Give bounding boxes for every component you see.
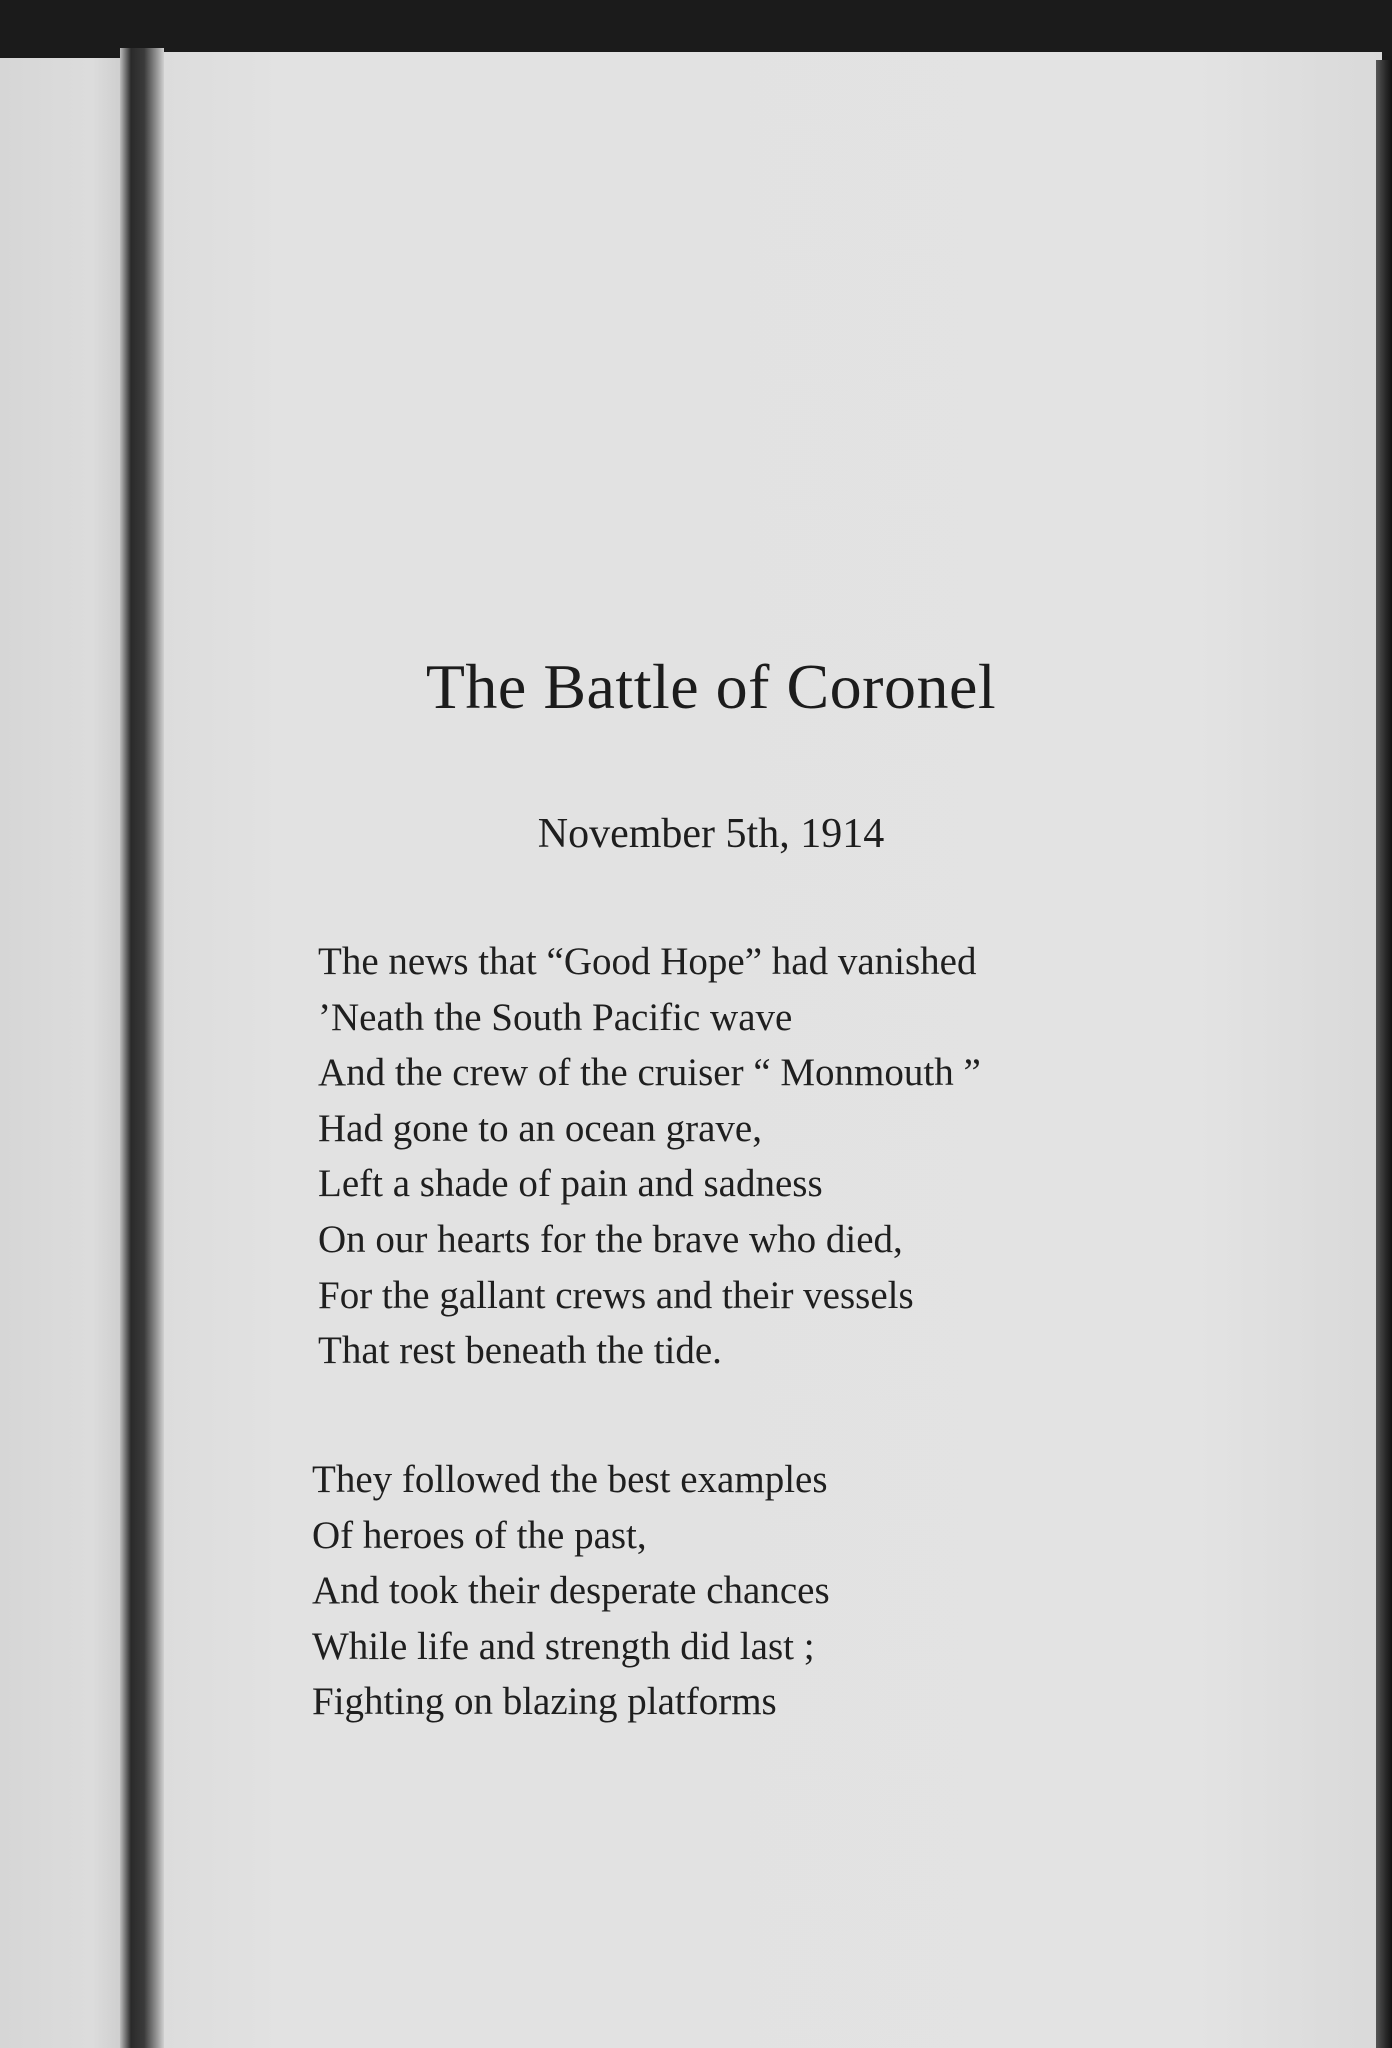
poem-line: ’Neath the South Pacific wave	[318, 995, 793, 1039]
poem-line: The news that “Good Hope” had vanished	[318, 940, 977, 983]
page-right-edge	[1376, 60, 1392, 2048]
poem-line: While life and strength did last ;	[312, 1624, 815, 1668]
poem-date: November 5th, 1914	[537, 811, 885, 857]
poem-line: Had gone to an ocean grave,	[318, 1106, 762, 1150]
poem-line: And took their desperate chances	[312, 1569, 830, 1613]
poem-line: Of heroes of the past,	[312, 1513, 647, 1557]
poem-line: They followed the best examples	[312, 1458, 828, 1501]
book-gutter	[120, 48, 164, 2048]
poem-line: Fighting on blazing platforms	[312, 1680, 777, 1724]
poem-line: For the gallant crews and their vessels	[318, 1273, 914, 1317]
poem-title: The Battle of Coronel	[425, 651, 997, 722]
poem-line: That rest beneath the tide.	[318, 1329, 722, 1373]
poem-line: Left a shade of pain and sadness	[318, 1162, 823, 1206]
poem-line: And the crew of the cruiser “ Monmouth ”	[318, 1051, 981, 1095]
poem-line: On our hearts for the brave who died,	[318, 1217, 903, 1261]
stanza-1	[318, 934, 981, 1379]
stanza-2	[312, 1452, 830, 1730]
left-page-edge	[0, 58, 132, 2048]
scan-background	[0, 0, 1392, 56]
